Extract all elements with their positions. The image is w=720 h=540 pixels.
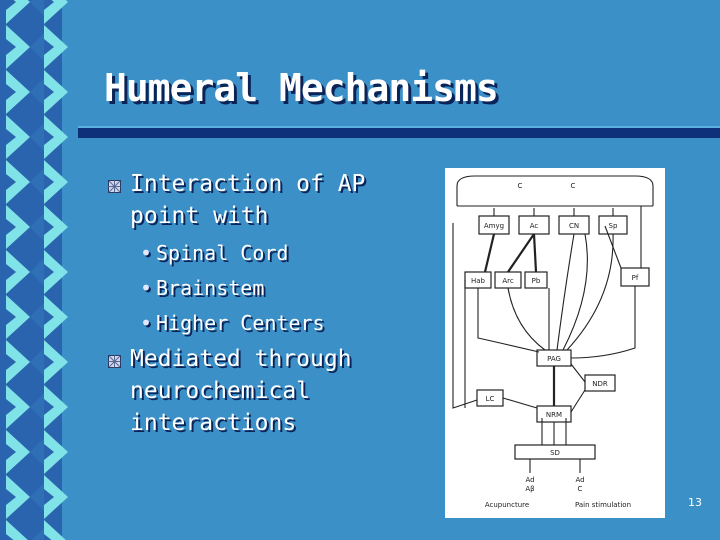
label-nrm: NRM — [545, 411, 563, 419]
subbullet-label: Brainstem — [156, 276, 265, 300]
subbullet-marker: • — [140, 311, 153, 335]
label-c1: C — [517, 182, 523, 190]
bullet-mediated — [130, 343, 352, 439]
label-sd: SD — [550, 449, 560, 457]
label-c2: C — [570, 182, 576, 190]
bullet-icon — [108, 180, 121, 193]
label-pb: Pb — [531, 277, 541, 285]
label-ac: Ac — [529, 222, 539, 230]
cortex-outline — [457, 176, 653, 206]
pathway-connections — [453, 206, 653, 473]
label-pain-stimulation: Pain stimulation — [574, 501, 632, 509]
label-ndr: NDR — [592, 380, 608, 388]
label-ad-right: Ad — [575, 476, 585, 484]
bullet-line: interactions — [130, 410, 297, 436]
pathway-diagram — [445, 168, 665, 518]
bullet-interaction — [130, 168, 365, 232]
label-amyg: Amyg — [483, 222, 505, 230]
pathway-diagram-image — [445, 168, 665, 518]
subbullet-marker: • — [140, 276, 153, 300]
label-pf: Pf — [631, 274, 639, 282]
bullet-line: Mediated through — [130, 346, 352, 372]
slide-title: Humeral Mechanisms — [104, 66, 498, 110]
subbullet-spinal-cord — [140, 241, 288, 265]
label-ad-left: Ad — [525, 476, 535, 484]
label-acupuncture: Acupuncture — [484, 501, 530, 509]
label-arc: Arc — [502, 277, 514, 285]
label-c3: C — [577, 485, 583, 493]
bullet-line: point with — [130, 203, 269, 229]
label-pag: PAG — [547, 355, 561, 363]
subbullet-label: Spinal Cord — [156, 241, 289, 265]
bullet-line: Interaction of AP — [130, 171, 366, 197]
decorative-zigzag-strip — [0, 0, 80, 540]
label-cn: CN — [568, 222, 580, 230]
subbullet-brainstem — [140, 276, 264, 300]
subbullet-label: Higher Centers — [156, 311, 325, 335]
slide-number: 13 — [688, 496, 702, 509]
subbullet-marker: • — [140, 241, 153, 265]
label-lc: LC — [485, 395, 495, 403]
title-underline-bar — [78, 128, 720, 138]
label-hab: Hab — [471, 277, 485, 285]
bullet-line: neurochemical — [130, 378, 311, 404]
bullet-icon — [108, 355, 121, 368]
label-abeta: Aβ — [525, 485, 535, 493]
subbullet-higher-centers — [140, 311, 325, 335]
label-sp: Sp — [608, 222, 618, 230]
